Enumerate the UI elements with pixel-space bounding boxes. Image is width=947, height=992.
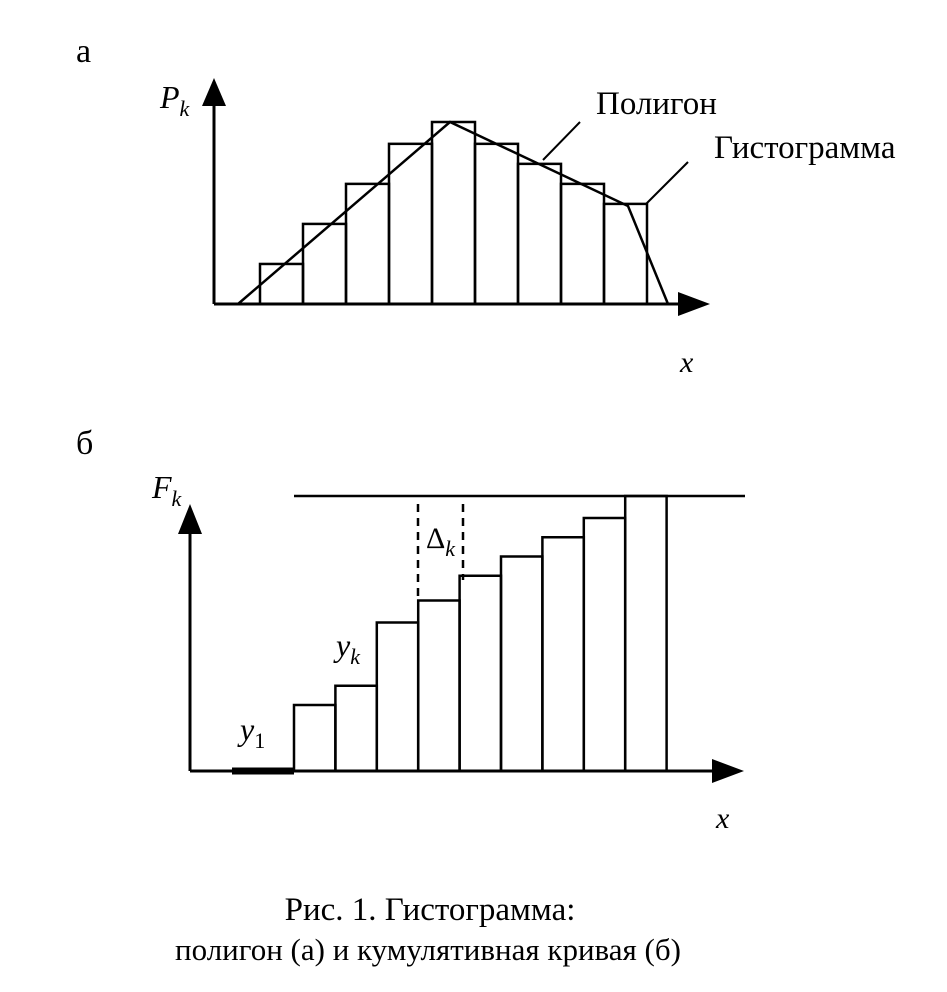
cumulative-bar-6 [501,557,542,772]
cumulative-bar-1 [294,705,335,771]
histogram-bar-6 [475,144,518,304]
y1-sub: 1 [254,728,266,753]
histogram-bar-9 [604,204,647,304]
y1-main: y [240,711,255,747]
histogram-label: Гистограмма [714,130,896,166]
panel-b-y-label-sub: k [171,486,182,511]
panel-b-y-arrow [178,504,202,534]
cumulative-bar-5 [460,576,501,771]
histogram-bar-5 [432,122,475,304]
cumulative-bar-9 [625,496,666,771]
histogram-bars [260,122,647,304]
panel-a-x-arrow [678,292,710,316]
yk-sub: k [350,644,360,669]
caption-line-1: Рис. 1. Гистограмма: [284,892,576,928]
panel-b-label: б [76,425,94,462]
panel-b-y-label-main: F [152,469,172,505]
figure-caption [175,892,681,967]
panel-b-x-label: x [716,802,730,835]
cumulative-bar-7 [542,537,583,771]
panel-a-y-label [159,79,191,121]
polygon-leader-line [543,122,580,160]
delta-k-main: Δ [426,522,446,555]
histogram-bar-8 [561,184,604,304]
panel-b-x-arrow [712,759,744,783]
delta-k-label [426,522,456,561]
panel-b-y-label [151,469,183,511]
panel-a-y-label-main: P [160,79,180,115]
histogram-bar-1 [260,264,303,304]
cumulative-bar-4 [418,601,459,772]
panel-a-y-arrow [202,78,226,106]
cumulative-bar-8 [584,518,625,771]
cumulative-bar-3 [377,623,418,772]
panel-a-x-label: x [680,346,694,379]
cumulative-bar-2 [335,686,376,771]
histogram-bar-2 [303,224,346,304]
panel-a [76,33,896,379]
delta-k-sub: k [445,536,456,561]
histogram-bar-7 [518,164,561,304]
y1-label [237,711,265,753]
caption-line-2: полигон (а) и кумулятивная кривая (б) [175,932,681,967]
panel-b [76,425,745,835]
panel-a-y-label-sub: k [179,96,190,121]
histogram-bar-3 [346,184,389,304]
polygon-label: Полигон [596,86,717,122]
yk-main: y [336,627,351,663]
yk-label [333,627,361,669]
panel-a-label: а [76,33,92,70]
histogram-leader-line [646,162,688,204]
